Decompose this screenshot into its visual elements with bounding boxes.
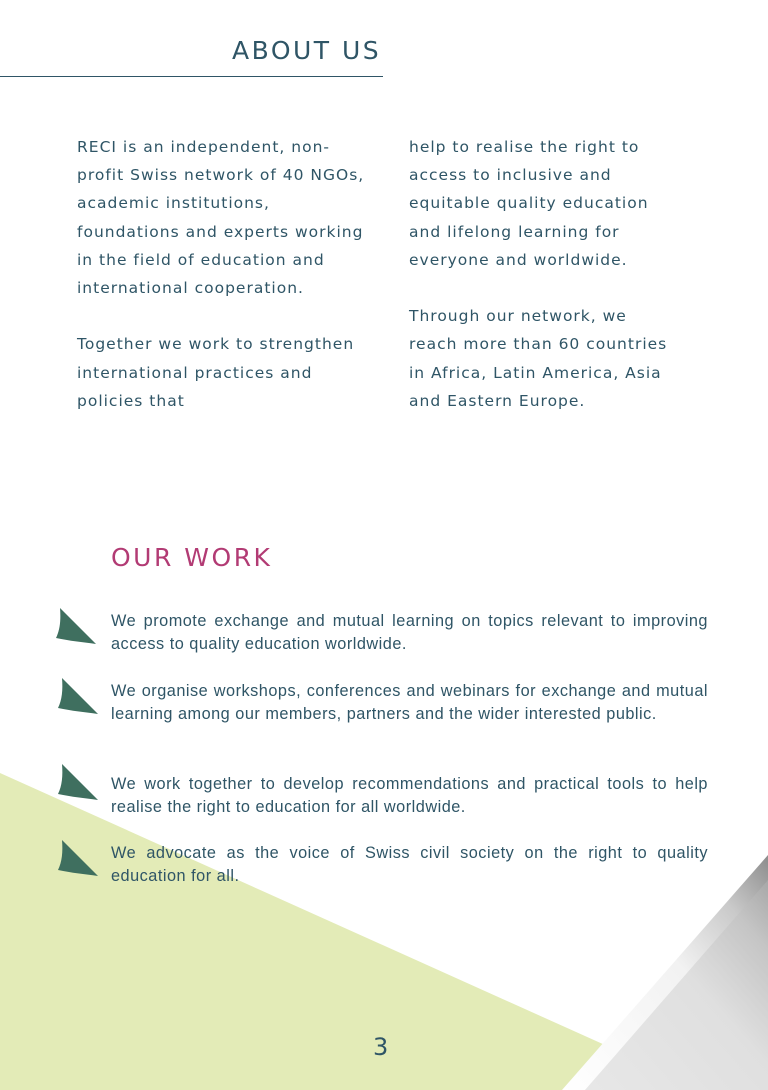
leaf-bullet-icon [58,678,98,718]
work-item-text: We promote exchange and mutual learning on topics relevant to improving access to quality education worldwide. [111,612,708,654]
text-line: reach more than 60 countries [409,335,668,354]
text-line: academic institutions, [77,194,270,213]
work-item-text: We organise workshops, conferences and webinars for exchange and mutual learning among our members, partners and the wider interested public. [111,682,708,724]
text-line: in the field of education and [77,250,325,269]
work-item-text: We advocate as the voice of Swiss civil society on the right to quality education for all. [111,844,708,886]
about-left-paragraph-2 [77,330,397,415]
text-line: help to realise the right to [409,138,640,156]
our-work-heading: OUR WORK [111,543,273,572]
about-right-column [409,133,709,415]
text-line: access to inclusive and [409,166,612,185]
about-left-column [77,133,397,415]
leaf-bullet-icon [56,608,96,648]
about-right-paragraph-1 [409,133,709,274]
text-line: profit Swiss network of 40 NGOs, [77,166,365,185]
about-left-paragraph-1 [77,133,397,302]
text-line: international cooperation. [77,279,304,298]
text-line: international practices and [77,363,313,382]
text-line: Together we work to strengthen [77,335,355,354]
work-item-text: We work together to develop recommendations and practical tools to help realise the right to education for all worldwide. [111,775,708,817]
about-us-divider [0,76,383,77]
leaf-bullet-icon [58,840,98,880]
text-line: and lifelong learning for [409,222,620,241]
leaf-bullet-icon [58,764,98,804]
page-number: 3 [373,1033,389,1061]
text-line: policies that [77,391,185,410]
text-line: in Africa, Latin America, Asia [409,363,662,382]
text-line: everyone and worldwide. [409,250,628,269]
text-line: RECI is an independent, non- [77,138,330,156]
text-line: foundations and experts working [77,222,364,241]
green-triangle-shape [0,773,605,1090]
about-us-heading: ABOUT US [232,36,382,65]
text-line: and Eastern Europe. [409,391,586,410]
text-line: equitable quality education [409,194,649,213]
text-line: Through our network, we [409,307,627,326]
about-right-paragraph-2 [409,302,709,415]
